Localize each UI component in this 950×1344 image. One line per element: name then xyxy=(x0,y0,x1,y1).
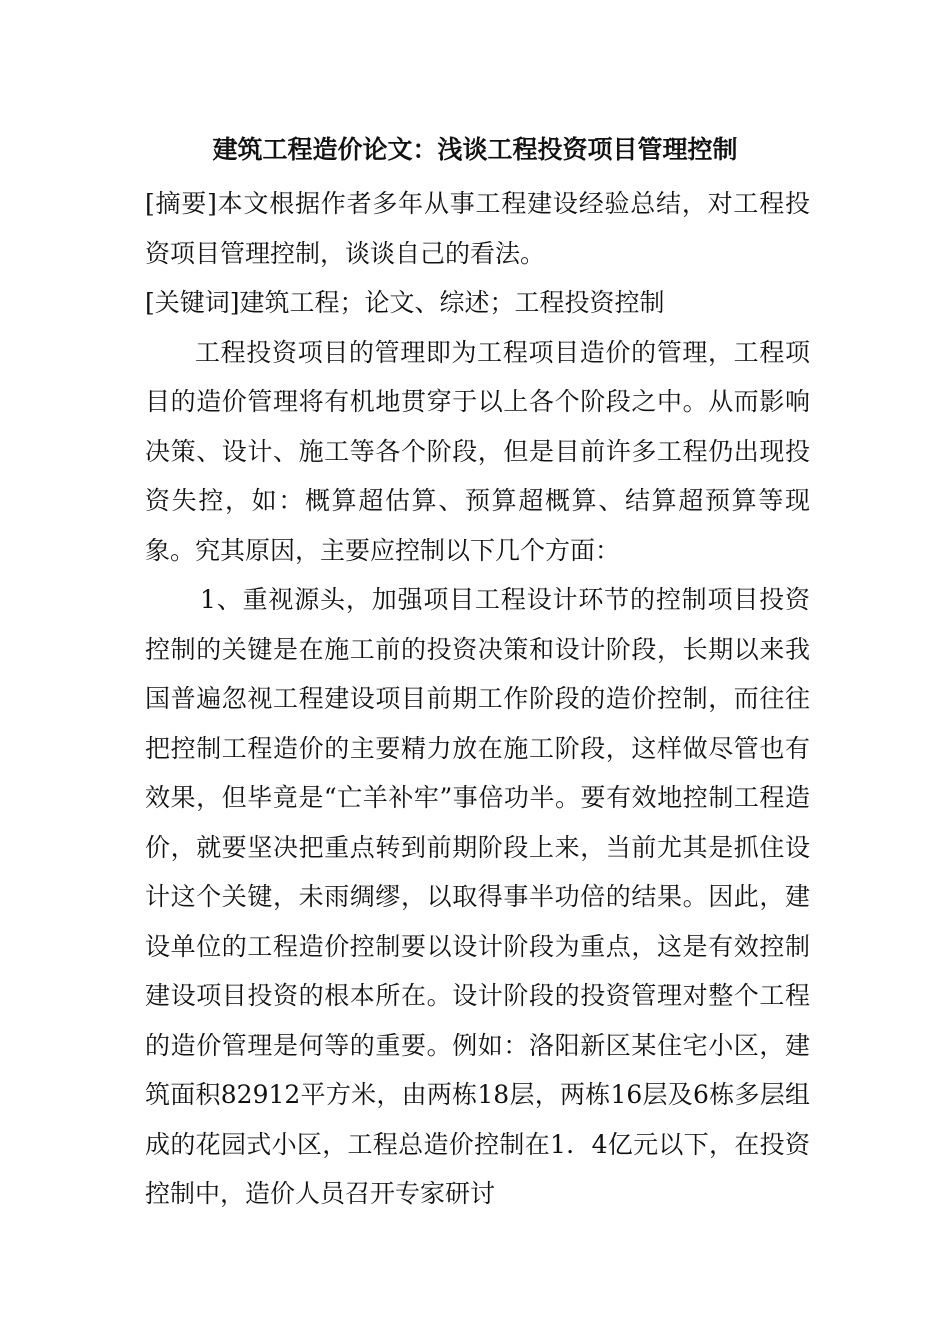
document-title: 建筑工程造价论文：浅谈工程投资项目管理控制 xyxy=(212,135,738,164)
document-body xyxy=(145,179,810,1219)
body-paragraph-2: 1、重视源头，加强项目工程设计环节的控制项目投资控制的关键是在施工前的投资决策和设计阶段，长期以来我国普遍忽视工程建设项目前期工作阶段的造价控制，而往往把控制工程造价的主要精力放在施工阶段，这样做尽管也有效果，但毕竟是“亡羊补牢”事倍功半。要有效地控制工程造价，就要坚决把重点转到前期阶段上来，当前尤其是抓住设计这个关键，未雨绸缪，以取得事半功倍的结果。因此，建设单位的工程造价控制要以设计阶段为重点，这是有效控制建设项目投资的根本所在。设计阶段的投资管理对整个工程的造价管理是何等的重要。例如：洛阳新区某住宅小区，建筑面积82912平方米，由两栋18层，两栋16层及6栋多层组成的花园式小区，工程总造价控制在1．4亿元以下，在投资控制中，造价人员召开专家研讨 xyxy=(145,585,810,1208)
keywords-paragraph: [关键词]建筑工程；论文、综述；工程投资控制 xyxy=(145,288,665,317)
abstract-paragraph: [摘要]本文根据作者多年从事工程建设经验总结，对工程投资项目管理控制，谈谈自己的看法。 xyxy=(145,189,810,268)
body-paragraph-1: 工程投资项目的管理即为工程项目造价的管理，工程项目的造价管理将有机地贯穿于以上各个阶段之中。从而影响决策、设计、施工等各个阶段，但是目前许多工程仍出现投资失控，如：概算超估算、预算超概算、结算超预算等现象。究其原因，主要应控制以下几个方面： xyxy=(145,337,810,565)
